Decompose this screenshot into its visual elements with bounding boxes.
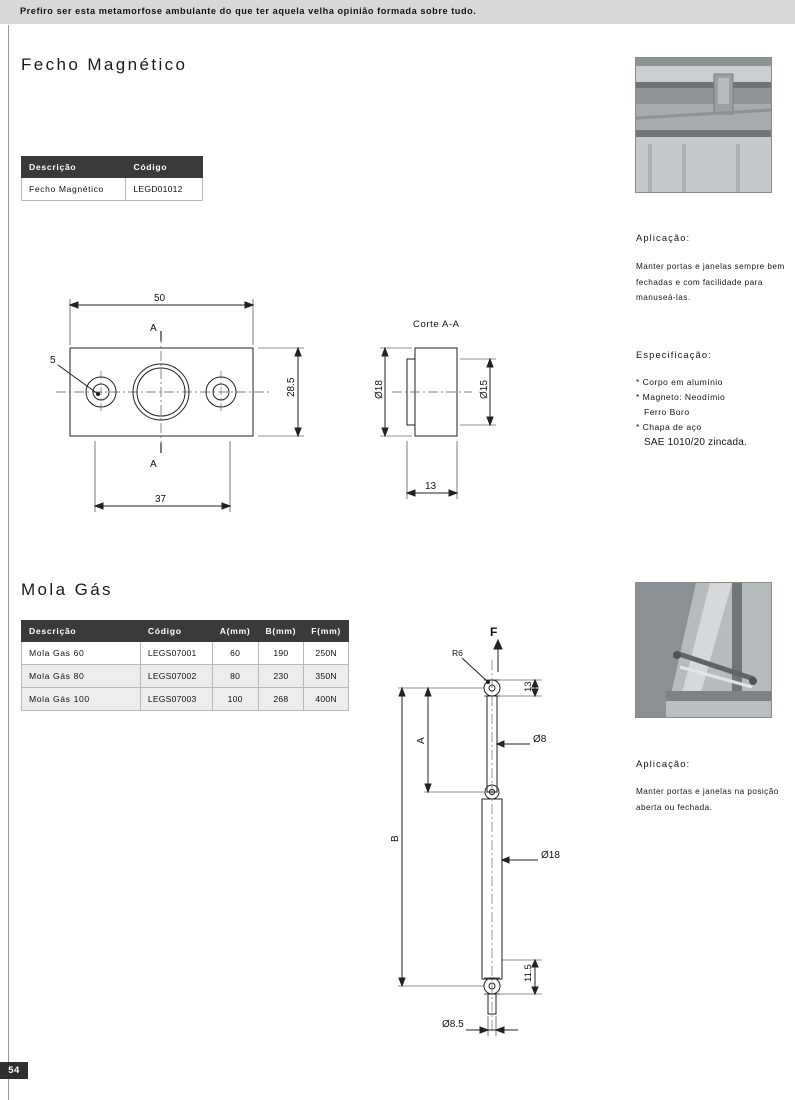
section-title-fecho: Fecho Magnético: [21, 55, 188, 74]
dim-height-right: 28.5: [286, 377, 297, 397]
dim-a: A: [416, 737, 427, 744]
dim-bottom: 11.5: [523, 964, 534, 982]
especificacao-list: [636, 375, 786, 450]
table-row: [22, 665, 349, 688]
cell-b: 190: [258, 642, 304, 665]
especificacao-item: * Magneto: Neodímio: [636, 392, 726, 402]
technical-drawing-fecho: [40, 275, 580, 540]
table-fecho-magnetico: [21, 156, 203, 201]
table-header-row: [22, 621, 349, 642]
dim-width-bottom: 37: [155, 494, 167, 505]
dim-body-dia: Ø18: [541, 850, 560, 861]
especificacao-item: * Corpo em alumínio: [636, 377, 723, 387]
th-b-mm: B(mm): [258, 621, 304, 642]
aplicacao-2-text: Manter portas e janelas na posição aberta ou fechada.: [636, 787, 779, 812]
label-force: F: [490, 625, 498, 639]
cell-a: 100: [212, 688, 258, 711]
technical-drawing-mola: [380, 620, 640, 1050]
cell-f: 250N: [304, 642, 349, 665]
table-header-row: [22, 157, 203, 178]
th-descricao: Descrição: [22, 157, 126, 178]
cell-codigo: LEGS07001: [140, 642, 212, 665]
section-mark-a-bottom: A: [150, 459, 157, 470]
cell-codigo: LEGD01012: [126, 178, 203, 201]
th-codigo: Código: [126, 157, 203, 178]
th-codigo: Código: [140, 621, 212, 642]
th-descricao: Descrição: [22, 621, 141, 642]
cell-b: 268: [258, 688, 304, 711]
cell-codigo: LEGS07003: [140, 688, 212, 711]
table-row: [22, 178, 203, 201]
dim-hole-leader: 5: [50, 355, 56, 366]
aplicacao-1-heading: Aplicação:: [636, 232, 691, 243]
cell-f: 350N: [304, 665, 349, 688]
dim-side-inner-dia: Ø15: [479, 380, 490, 399]
photo-mola-illustration: [636, 583, 771, 717]
table-mola-gas: [21, 620, 349, 711]
header-band: [0, 0, 795, 25]
left-margin-rule: [8, 25, 9, 1100]
cell-descricao: Fecho Magnético: [22, 178, 126, 201]
especificacao-item: SAE 1010/20 zincada.: [644, 437, 747, 448]
cell-f: 400N: [304, 688, 349, 711]
page-number: 54: [0, 1062, 28, 1079]
view-label-corte: Corte A-A: [413, 319, 460, 330]
mola-drawing-svg: [380, 620, 640, 1050]
dim-width-top: 50: [154, 293, 166, 304]
section-title-mola: Mola Gás: [21, 580, 113, 599]
product-photo-fecho: [635, 57, 772, 193]
cell-a: 80: [212, 665, 258, 688]
dim-side-thickness: 13: [425, 481, 437, 492]
photo-fecho-illustration: [636, 58, 771, 192]
th-a-mm: A(mm): [212, 621, 258, 642]
product-photo-mola: [635, 582, 772, 718]
table-row: [22, 688, 349, 711]
especificacao-heading: Especificação:: [636, 349, 712, 360]
especificacao-item: Ferro Boro: [644, 407, 690, 417]
aplicacao-1-text: Manter portas e janelas sempre bem fechadas e com facilidade para manuseá-las.: [636, 262, 785, 302]
dim-b: B: [390, 835, 401, 842]
dim-side-outer-dia: Ø18: [374, 380, 385, 399]
cell-descricao: Mola Gas 60: [22, 642, 141, 665]
fecho-drawing-svg: [40, 275, 580, 540]
especificacao-item: * Chapa de aço: [636, 422, 702, 432]
cell-codigo: LEGS07002: [140, 665, 212, 688]
dim-radius: R6: [452, 648, 463, 658]
dim-rod-dia: Ø8: [533, 734, 547, 745]
cell-a: 60: [212, 642, 258, 665]
cell-b: 230: [258, 665, 304, 688]
cell-descricao: Mola Gás 100: [22, 688, 141, 711]
aplicacao-2-heading: Aplicação:: [636, 758, 691, 769]
dim-eye-dia: Ø8.5: [442, 1019, 464, 1030]
header-quote: Prefiro ser esta metamorfose ambulante do que ter aquela velha opinião formada sobre tudo.: [20, 6, 477, 16]
dim-top: 13: [523, 681, 534, 692]
table-row: [22, 642, 349, 665]
section-mark-a-top: A: [150, 323, 157, 334]
cell-descricao: Mola Gás 80: [22, 665, 141, 688]
th-f-mm: F(mm): [304, 621, 349, 642]
